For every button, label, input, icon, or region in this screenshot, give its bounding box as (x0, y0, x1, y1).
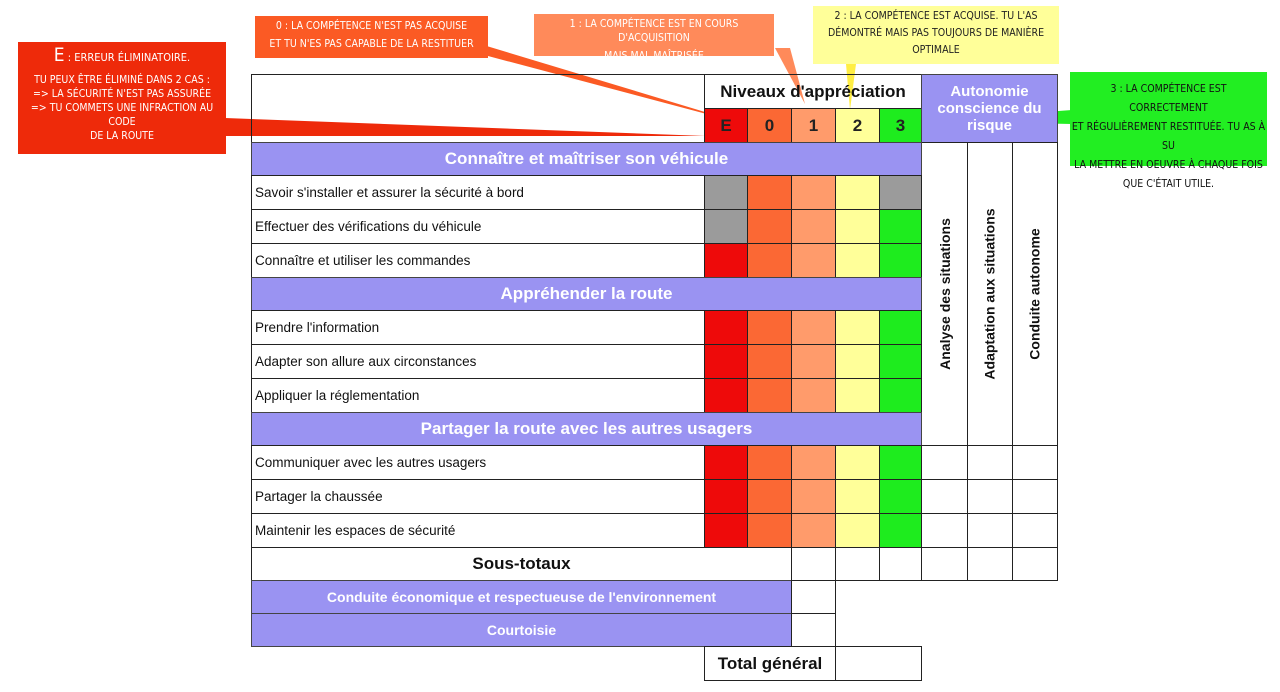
level-e-label: E (720, 115, 732, 135)
note-e-title: : ERREUR ÉLIMINATOIRE. (64, 51, 191, 64)
sous-total-cell[interactable] (835, 547, 880, 581)
row-label (251, 209, 705, 244)
niveaux-header-label: Niveaux d'appréciation (720, 81, 906, 101)
total-label: Total général (717, 653, 823, 673)
level-cell-0[interactable] (747, 378, 792, 413)
level-cell-2[interactable] (835, 513, 880, 548)
courtoisie-cell[interactable] (791, 613, 836, 647)
autonomie-cell[interactable] (1012, 513, 1058, 548)
level-cell-3[interactable] (879, 479, 922, 514)
courtoisie-label: Courtoisie (486, 622, 557, 638)
row-text: Savoir s'installer et assurer la sécurité à bord (255, 185, 524, 200)
level-cell-3[interactable] (879, 310, 922, 345)
level-cell-1[interactable] (791, 445, 836, 480)
row-label (251, 243, 705, 278)
note-e-line-2: => LA SÉCURITÉ N'EST PAS ASSURÉE (32, 88, 212, 100)
level-cell-e[interactable] (704, 378, 748, 413)
level-cell-2[interactable] (835, 209, 880, 244)
row-text: Maintenir les espaces de sécurité (255, 523, 456, 538)
autonomie-cell[interactable] (1012, 445, 1058, 480)
level-2-header (835, 108, 880, 143)
autonomie-header (921, 74, 1058, 143)
level-cell-0[interactable] (747, 175, 792, 210)
level-cell-0[interactable] (747, 344, 792, 379)
level-cell-1[interactable] (791, 479, 836, 514)
level-cell-e[interactable] (704, 479, 748, 514)
level-cell-2[interactable] (835, 479, 880, 514)
level-3-label: 3 (895, 115, 906, 135)
level-cell-3[interactable] (879, 445, 922, 480)
level-cell-0[interactable] (747, 209, 792, 244)
level-cell-3[interactable] (879, 243, 922, 278)
level-cell-3[interactable] (879, 513, 922, 548)
note-e-line-4: DE LA ROUTE (90, 130, 154, 142)
autonomie-cell[interactable] (1012, 479, 1058, 514)
note-3-line-3: LA METTRE EN OEUVRE À CHAQUE FOIS (1074, 159, 1263, 171)
note-e-line-1: TU PEUX ÊTRE ÉLIMINÉ DANS 2 CAS : (34, 74, 210, 86)
section-header-partager (251, 412, 922, 446)
row-label (251, 175, 705, 210)
note-0-line-1: 0 : LA COMPÉTENCE N'EST PAS ACQUISE (275, 20, 468, 32)
section-title-vehicule: Connaître et maîtriser son véhicule (444, 149, 729, 168)
level-cell-1[interactable] (791, 378, 836, 413)
level-cell-1[interactable] (791, 513, 836, 548)
note-e-line-3: => TU COMMETS UNE INFRACTION AU CODE (30, 102, 214, 128)
note-2-line-2: DÉMONTRÉ MAIS PAS TOUJOURS DE MANIÈRE (827, 27, 1045, 39)
autonomie-cell[interactable] (921, 513, 968, 548)
level-cell-e[interactable] (704, 175, 748, 210)
note-0-line-2: ET TU N'ES PAS CAPABLE DE LA RESTITUER (269, 38, 474, 50)
level-3-header (879, 108, 922, 143)
level-2-label: 2 (852, 115, 863, 135)
level-cell-1[interactable] (791, 344, 836, 379)
sous-total-cell[interactable] (879, 547, 922, 581)
level-cell-0[interactable] (747, 445, 792, 480)
section-title-route: Appréhender la route (500, 284, 673, 303)
courtoisie-band (251, 613, 792, 647)
level-cell-e[interactable] (704, 344, 748, 379)
sous-totaux-label: Sous-totaux (472, 554, 571, 573)
sous-total-cell[interactable] (791, 547, 836, 581)
row-text: Partager la chaussée (255, 489, 383, 504)
level-cell-0[interactable] (747, 243, 792, 278)
col-conduite-autonome (1012, 142, 1058, 446)
note-3-line-4: QUE C'ÉTAIT UTILE. (1122, 178, 1215, 190)
level-cell-2[interactable] (835, 445, 880, 480)
sous-totaux-label-cell (251, 547, 792, 581)
level-cell-2[interactable] (835, 243, 880, 278)
note-3-line-2: ET RÉGULIÈREMENT RESTITUÉE. TU AS À SU (1071, 121, 1266, 152)
row-text: Adapter son allure aux circonstances (255, 354, 477, 369)
level-cell-2[interactable] (835, 344, 880, 379)
level-1-header (791, 108, 836, 143)
level-cell-e[interactable] (704, 445, 748, 480)
row-label (251, 310, 705, 345)
row-text: Connaître et utiliser les commandes (255, 253, 471, 268)
row-label (251, 378, 705, 413)
level-cell-1[interactable] (791, 175, 836, 210)
row-text: Communiquer avec les autres usagers (255, 455, 487, 470)
conduite-eco-label: Conduite économique et respectueuse de l'environnement (326, 589, 717, 605)
col-analyse-label: Analyse des situations (936, 218, 953, 370)
level-cell-3[interactable] (879, 175, 922, 210)
level-e-header (704, 108, 748, 143)
section-header-route (251, 277, 922, 311)
niveaux-header (704, 74, 922, 109)
level-cell-e[interactable] (704, 310, 748, 345)
col-analyse-situations (921, 142, 968, 446)
autonomie-header-label: Autonomie conscience du risque (937, 83, 1042, 134)
note-2-line-3: OPTIMALE (912, 44, 960, 56)
col-adaptation-label: Adaptation aux situations (982, 208, 998, 380)
level-0-label: 0 (764, 115, 775, 135)
total-label-cell (704, 646, 836, 681)
note-1-line-1: 1 : LA COMPÉTENCE EST EN COURS D'ACQUISITION (569, 18, 739, 44)
row-label (251, 513, 705, 548)
total-value-cell[interactable] (835, 646, 922, 681)
autonomie-cell[interactable] (967, 479, 1013, 514)
note-e-letter: E (53, 44, 65, 66)
row-label (251, 479, 705, 514)
level-cell-e[interactable] (704, 243, 748, 278)
level-cell-0[interactable] (747, 479, 792, 514)
row-text: Effectuer des vérifications du véhicule (255, 219, 482, 234)
level-cell-1[interactable] (791, 310, 836, 345)
note-2-line-1: 2 : LA COMPÉTENCE EST ACQUISE. TU L'AS (834, 10, 1038, 22)
level-0-header (747, 108, 792, 143)
col-conduite-label: Conduite autonome (1027, 228, 1043, 360)
level-cell-3[interactable] (879, 378, 922, 413)
autonomie-cell[interactable] (921, 479, 968, 514)
row-text: Prendre l'information (255, 320, 380, 335)
level-cell-2[interactable] (835, 175, 880, 210)
row-label (251, 344, 705, 379)
row-label (251, 445, 705, 480)
note-1-line-2: MAIS MAL MAÎTRISÉE (604, 50, 704, 62)
row-text: Appliquer la réglementation (255, 388, 420, 403)
autonomie-cell[interactable] (967, 445, 1013, 480)
level-cell-1[interactable] (791, 209, 836, 244)
header-blank-cell (251, 74, 705, 143)
level-cell-3[interactable] (879, 344, 922, 379)
level-1-label: 1 (808, 115, 819, 135)
autonomie-cell[interactable] (921, 445, 968, 480)
section-title-partager: Partager la route avec les autres usagers (420, 419, 753, 438)
level-cell-0[interactable] (747, 513, 792, 548)
level-cell-3[interactable] (879, 209, 922, 244)
note-3-line-1: 3 : LA COMPÉTENCE EST CORRECTEMENT (1110, 83, 1227, 114)
level-cell-e[interactable] (704, 209, 748, 244)
level-cell-2[interactable] (835, 310, 880, 345)
level-cell-2[interactable] (835, 378, 880, 413)
autonomie-cell[interactable] (967, 513, 1013, 548)
sous-total-cell[interactable] (921, 547, 968, 581)
conduite-eco-band (251, 580, 792, 614)
level-cell-1[interactable] (791, 243, 836, 278)
sous-total-cell[interactable] (967, 547, 1013, 581)
sous-total-cell[interactable] (1012, 547, 1058, 581)
level-cell-e[interactable] (704, 513, 748, 548)
conduite-eco-cell[interactable] (791, 580, 836, 614)
section-header-vehicule (251, 142, 922, 176)
level-cell-0[interactable] (747, 310, 792, 345)
col-adaptation-situations (967, 142, 1013, 446)
